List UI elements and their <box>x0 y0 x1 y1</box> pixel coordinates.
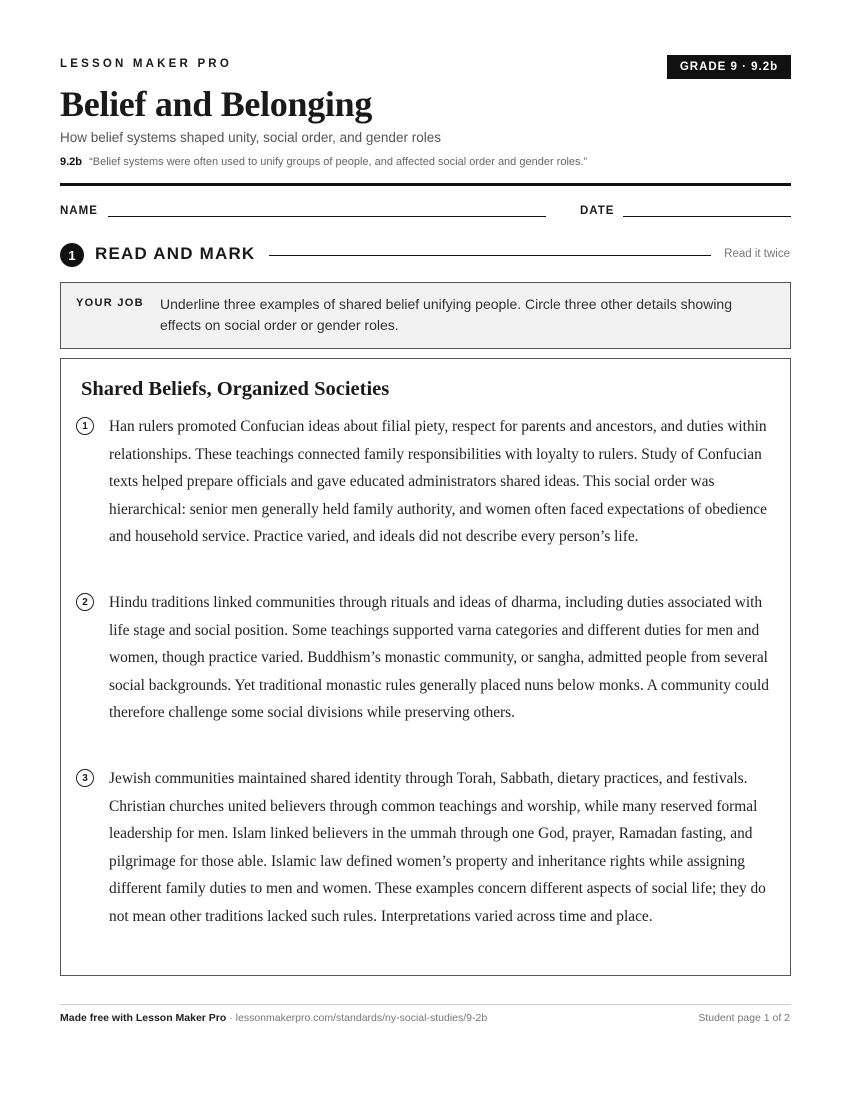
footer-credit <box>60 1012 487 1024</box>
page-title: Belief and Belonging <box>60 84 373 124</box>
standard-code: 9.2b <box>60 156 83 168</box>
name-field[interactable] <box>108 216 546 217</box>
reading-paragraph-3: Jewish communities maintained shared identity through Torah, Sabbath, dietary practices, and festivals. Christian churches united believers through common teachings and worship, while many reserved formal leadership for men. Islam linked believers in the ummah through one God, prayer, Ramadan fasting, and pilgrimage for those able. Islamic law defined women’s property and inheritance rights while assigning different family duties to men and women. These examples concern different aspects of social life; they do not mean other traditions lacked such rules. Interpretations varied across time and place. <box>109 770 766 925</box>
job-label: YOUR JOB <box>76 297 144 309</box>
job-text: Underline three examples of shared belief unifying people. Circle three other details showing effects on social order or gender roles. <box>160 296 732 333</box>
date-field[interactable] <box>623 216 791 217</box>
name-label: NAME <box>60 205 98 217</box>
paragraph-number-1: 1 <box>76 417 94 435</box>
paragraph-number-2: 2 <box>76 593 94 611</box>
job-box <box>60 282 791 349</box>
footer-divider <box>60 1004 791 1005</box>
date-label: DATE <box>580 205 615 217</box>
footer-page-number: Student page 1 of 2 <box>698 1012 790 1024</box>
reading-paragraph-2: Hindu traditions linked communities through rituals and ideas of dharma, including duties associated with life stage and social position. Some teachings supported varna categories and different duties for men and women, though practice varied. Buddhism’s monastic community, or sangha, admitted people from several social backgrounds. Yet traditional monastic rules generally placed nuns below monks. A community could therefore challenge some social divisions while preserving others. <box>109 594 769 721</box>
header-divider <box>60 183 791 186</box>
section-number-badge: 1 <box>60 243 84 267</box>
section-divider <box>269 255 711 256</box>
footer-made-with: Made free with Lesson Maker Pro <box>60 1012 227 1024</box>
section-note: Read it twice <box>724 248 790 260</box>
grade-badge: GRADE 9 · 9.2b <box>667 55 791 79</box>
reading-paragraph-1: Han rulers promoted Confucian ideas about filial piety, respect for parents and ancestors, and duties within relationships. These teachings connected family responsibilities with loyalty to rulers. Study of Confucian texts helped prepare officials and gave educated administrators shared ideas. This social order was hierarchical: senior men generally held family authority, and women often faced expectations of obedience and household service. Practice varied, and ideals did not describe every person’s life. <box>109 418 767 545</box>
page-subtitle: How belief systems shaped unity, social order, and gender roles <box>60 130 441 145</box>
section-title: READ AND MARK <box>95 244 256 263</box>
standard-text: “Belief systems were often used to unify groups of people, and affected social order and gender roles.” <box>89 156 588 168</box>
footer-url[interactable]: · lessonmakerpro.com/standards/ny-social-studies/9-2b <box>226 1012 488 1024</box>
reading-title: Shared Beliefs, Organized Societies <box>81 378 390 400</box>
reading-box <box>60 358 791 976</box>
standard-line <box>60 156 587 168</box>
brand-name: LESSON MAKER PRO <box>60 58 232 70</box>
paragraph-number-3: 3 <box>76 769 94 787</box>
